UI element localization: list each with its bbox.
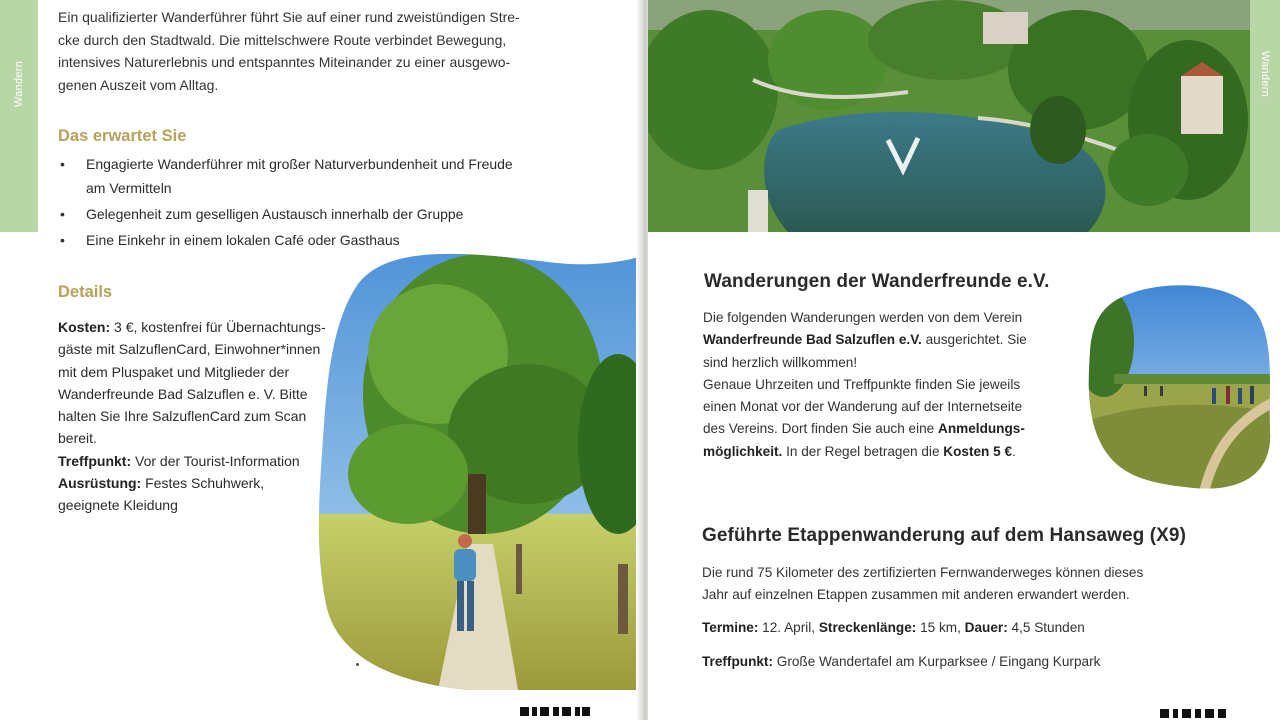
- meeting-value: Große Wandertafel am Kurparksee / Eingang Kurpark: [772, 654, 1101, 669]
- paragraph-text: des Vereins. Dort finden Sie auch eine: [703, 421, 939, 437]
- intro-paragraph: [58, 6, 598, 96]
- paragraph-line: Jahr auf einzelnen Etappen zusammen mit anderen erwandert werden.: [702, 587, 1130, 603]
- paragraph-line: einen Monat vor der Wanderung auf der Internetseite: [703, 399, 1023, 415]
- paragraph-text: .: [1012, 443, 1016, 459]
- list-item-line: • Eine Einkehr in einem lokalen Café oder Gasthaus: [86, 232, 400, 248]
- list-item-line: • Engagierte Wanderführer mit großer Naturverbundenheit und Freude: [86, 156, 513, 172]
- distance-label: Streckenlänge:: [815, 620, 917, 635]
- cost-text: halten Sie Ihre SalzuflenCard zum Scan: [58, 408, 307, 425]
- paragraph-line: [703, 329, 1093, 351]
- cost-text: gäste mit SalzuflenCard, Einwohner*innen: [58, 341, 321, 358]
- qr-code-icon: [520, 707, 590, 720]
- expect-list: [58, 152, 578, 254]
- equipment-label: Ausrüstung:: [58, 475, 142, 492]
- details-heading: Details: [58, 283, 113, 301]
- paragraph-line: Die folgenden Wanderungen werden von dem Verein: [703, 310, 1023, 325]
- section-heading-wanderfreunde: Wanderungen der Wanderfreunde e.V.: [704, 271, 1050, 292]
- paragraph-line: Die rund 75 Kilometer des zertifizierten Fernwanderweges können dieses: [702, 565, 1144, 580]
- meeting-label: Treffpunkt:: [702, 654, 773, 669]
- details-block: [58, 316, 358, 517]
- paragraph-line: sind herzlich willkommen!: [703, 354, 858, 370]
- intro-line: cke durch den Stadtwald. Die mittelschwere Route verbindet Bewegung,: [58, 31, 507, 48]
- org-name: Wanderfreunde Bad Salzuflen e.V.: [703, 332, 922, 348]
- intro-line: genen Auszeit vom Alltag.: [58, 76, 219, 93]
- cost-text: Kosten 5 €: [943, 443, 1013, 459]
- list-item: [58, 152, 578, 200]
- cost-text: 3 €, kostenfrei für Übernachtungs-: [110, 319, 326, 335]
- park-aerial-photo: [648, 0, 1250, 232]
- expect-heading: Das erwartet Sie: [58, 127, 187, 145]
- wanderfreunde-paragraph: [703, 307, 1093, 463]
- intro-line: Ein qualifizierter Wanderführer führt Sie auf einer rund zweistündigen Stre-: [58, 9, 520, 25]
- cost-text: mit dem Pluspaket und Mitglieder der: [58, 363, 290, 380]
- paragraph-text: In der Regel betragen die: [782, 443, 944, 459]
- meeting-line: [58, 450, 358, 472]
- cost-text: Wanderfreunde Bad Salzuflen e. V. Bitte: [58, 385, 308, 402]
- right-page: [648, 0, 1280, 720]
- qr-code-icon: [1160, 709, 1230, 720]
- cost-line: [58, 316, 358, 338]
- paragraph-line: [703, 441, 1093, 463]
- hansaweg-paragraph: [702, 562, 1222, 607]
- intro-line: intensives Naturerlebnis und entspanntes Miteinander zu einer ausgewo-: [58, 54, 511, 71]
- list-item: [58, 202, 578, 226]
- paragraph-line: Genaue Uhrzeiten und Treffpunkte finden Sie jeweils: [703, 376, 1021, 392]
- side-tab-left: [0, 0, 38, 232]
- hikers-photo: [1084, 282, 1274, 492]
- hansaweg-facts: [702, 617, 1262, 639]
- registration-text: möglichkeit.: [703, 443, 783, 459]
- registration-text: Anmeldungs-: [938, 421, 1025, 437]
- side-tab-right: [1250, 0, 1280, 232]
- meeting-label: Treffpunkt:: [58, 452, 132, 469]
- duration-value: 4,5 Stunden: [1007, 620, 1085, 635]
- list-item-line: am Vermitteln: [86, 180, 172, 196]
- cost-text: bereit.: [58, 430, 97, 447]
- list-item-line: • Gelegenheit zum geselligen Austausch innerhalb der Gruppe: [86, 206, 464, 222]
- paragraph-text: ausgerichtet. Sie: [921, 332, 1027, 348]
- meeting-value: Vor der Tourist-Information: [131, 452, 300, 469]
- dates-label: Termine:: [702, 620, 759, 635]
- dates-value: 12. April,: [758, 620, 816, 635]
- section-heading-hansaweg: Geführte Etappenwanderung auf dem Hansaweg (X9): [702, 525, 1186, 546]
- duration-label: Dauer:: [960, 620, 1008, 635]
- hiker-tree-photo: [318, 244, 648, 690]
- paragraph-line: [703, 418, 1093, 440]
- side-tab-label: Wandern: [13, 60, 25, 108]
- equipment-value: geeignete Kleidung: [58, 497, 178, 514]
- side-tab-label: Wandern: [1259, 50, 1271, 98]
- equipment-line: [58, 472, 358, 494]
- cost-label: Kosten:: [58, 319, 111, 335]
- hansaweg-meeting: [702, 651, 1262, 673]
- equipment-value: Festes Schuhwerk,: [141, 475, 265, 492]
- distance-value: 15 km,: [916, 620, 961, 635]
